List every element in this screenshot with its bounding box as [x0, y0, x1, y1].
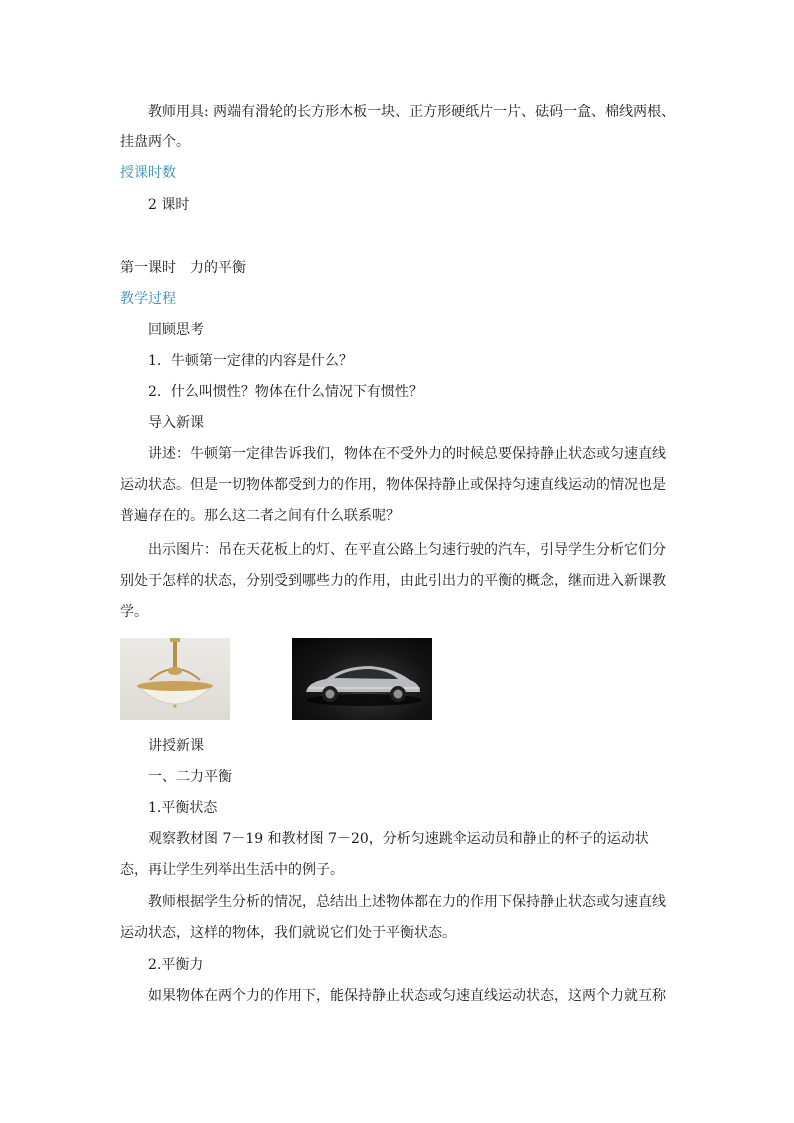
lamp-finial [173, 704, 176, 707]
intro-label: 导入新课 [148, 415, 204, 431]
lecture-paragraph: 讲述：牛顿第一定律告诉我们，物体在不受外力的时候总要保持静止状态或匀速直线运动状态。但是一切物体都受到力的作用，物体保持静止或保持匀速直线运动的情况也是普遍存在的。那么这二者之间有什么联系呢？ [120, 446, 666, 524]
lamp-ceiling-mount [170, 638, 180, 642]
car-illustration [292, 638, 432, 720]
subsection-balanced-forces: 2.平衡力 [148, 957, 204, 973]
subsection-equilibrium-state: 1.平衡状态 [148, 800, 218, 816]
car-rear-rim [394, 690, 403, 699]
car-front-rim [326, 690, 335, 699]
ceiling-lamp-photo [120, 638, 230, 720]
show-picture-paragraph: 出示图片：吊在天花板上的灯、在平直公路上匀速行驶的汽车，引导学生分析它们分别处于怎样的状态，分别受到哪些力的作用，由此引出力的平衡的概念，继而进入新课教学。 [120, 542, 666, 620]
tools-line-2: 挂盘两个。 [120, 134, 190, 150]
teach-new-lesson-label: 讲授新课 [148, 738, 204, 754]
lamp-hub [168, 667, 182, 675]
section-two-force-balance: 一、二力平衡 [148, 769, 232, 785]
heading-lesson-hours: 授课时数 [120, 165, 176, 181]
lesson-title: 第一课时 力的平衡 [120, 260, 246, 276]
car-photo [292, 638, 432, 720]
tools-line-1: 教师用具: 两端有滑轮的长方形木板一块、正方形硬纸片一片、砝码一盒、棉线两根、 [148, 104, 676, 120]
summary-paragraph: 教师根据学生分析的情况，总结出上述物体都在力的作用下保持静止状态或匀速直线运动状态，这样的物体，我们就说它们处于平衡状态。 [120, 894, 666, 941]
question-1: 1．牛顿第一定律的内容是什么？ [148, 353, 353, 369]
ceiling-lamp-illustration [120, 638, 230, 720]
balanced-forces-paragraph: 如果物体在两个力的作用下，能保持静止状态或匀速直线运动状态，这两个力就互称 [148, 988, 666, 1004]
lamp-stem [173, 642, 177, 668]
question-2: 2．什么叫惯性？物体在什么情况下有惯性？ [148, 384, 423, 400]
lamp-brass-rim [137, 681, 213, 691]
observe-paragraph: 观察教材图 7－19 和教材图 7－20，分析匀速跳伞运动员和静止的杯子的运动状态，再让学生列举出生活中的例子。 [120, 831, 649, 878]
lesson-hours-value: 2 课时 [148, 197, 190, 213]
heading-teaching-process: 教学过程 [120, 291, 176, 307]
review-label: 回顾思考 [148, 322, 204, 338]
